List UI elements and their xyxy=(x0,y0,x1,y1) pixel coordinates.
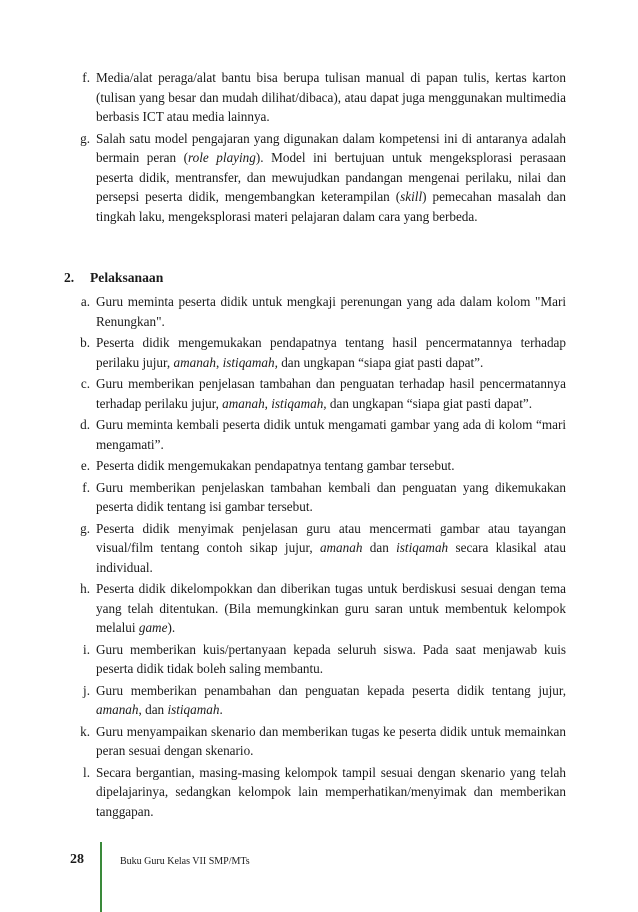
list-item xyxy=(80,579,566,638)
item-marker: f. xyxy=(82,479,90,495)
list-item xyxy=(82,478,566,517)
item-text: Guru menyampaikan skenario dan memberikan tugas ke peserta didik untuk memainkan peran sesuai dengan skenario. xyxy=(96,723,566,758)
list-item xyxy=(80,129,566,227)
list-item xyxy=(80,456,566,476)
procedure-list xyxy=(80,292,566,823)
item-marker: g. xyxy=(80,130,90,146)
item-text: Salah satu model pengajaran yang digunakan dalam kompetensi ini di antaranya adalah bermain peran (role playing). Model ini bertujuan untuk mengeksplorasi perasaan peserta didik, mentransfer, dan mewujudkan pandangan mengenai perilaku, nilai dan persepsi peserta didik, mengembangkan keterampilan (skill) pemecahan masalah dan tingkah laku, mengeksplorasi materi pelajaran dalam cara yang berbeda. xyxy=(96,130,566,224)
item-marker: b. xyxy=(80,335,90,350)
section-number: 2. xyxy=(64,270,75,285)
item-marker: j. xyxy=(83,682,90,698)
list-item xyxy=(80,333,566,372)
item-text: Guru memberikan penjelasan tambahan dan penguatan terhadap hasil pencermatannya terhadap perilaku jujur, amanah, istiqamah, dan ungkapan “siapa giat pasti dapat”. xyxy=(96,376,566,411)
list-item xyxy=(83,763,566,822)
item-text: Guru meminta peserta didik untuk mengkaji perenungan yang ada dalam kolom "Mari Renungkan". xyxy=(96,294,566,329)
item-marker: e. xyxy=(80,458,90,473)
item-text: Guru memberikan penambahan dan penguatan kepada peserta didik tentang jujur, amanah, dan istiqamah. xyxy=(96,682,566,717)
item-text: Peserta didik mengemukakan pendapatnya tentang hasil pencermatannya terhadap perilaku jujur, amanah, istiqamah, dan ungkapan “siapa giat pasti dapat”. xyxy=(96,335,566,370)
item-text: Guru meminta kembali peserta didik untuk mengamati gambar yang ada di kolom “mari mengamati”. xyxy=(96,417,566,452)
item-text: Media/alat peraga/alat bantu bisa berupa tulisan manual di papan tulis, kertas karton (tulisan yang besar dan mudah dilihat/dibaca), atau dapat juga menggunakan multimedia berbasis ICT atau media lainnya. xyxy=(96,70,566,124)
list-item xyxy=(83,681,566,720)
item-marker: i. xyxy=(83,641,90,657)
item-text: Peserta didik dikelompokkan dan diberikan tugas untuk berdiskusi sesuai dengan tema yang telah ditentukan. (Bila memungkinkan guru saran untuk membentuk kelompok melalui game). xyxy=(96,581,566,635)
item-marker: g. xyxy=(80,520,90,536)
item-text: Guru memberikan penjelaskan tambahan kembali dan penguatan yang dikemukakan peserta didik tentang isi gambar tersebut. xyxy=(96,479,566,514)
list-item xyxy=(82,68,566,127)
item-marker: f. xyxy=(82,70,90,85)
item-marker: h. xyxy=(80,581,90,596)
item-text: Peserta didik mengemukakan pendapatnya tentang gambar tersebut. xyxy=(96,458,455,473)
item-text: Guru memberikan kuis/pertanyaan kepada seluruh siswa. Pada saat menjawab kuis peserta didik tidak boleh saling membantu. xyxy=(96,641,566,676)
list-item xyxy=(80,722,566,761)
item-marker: d. xyxy=(80,417,90,432)
list-item xyxy=(83,640,566,679)
item-text: Peserta didik menyimak penjelasan guru atau mencermati gambar atau tayangan visual/film tentang contoh sikap jujur, amanah dan istiqamah secara klasikal atau individual. xyxy=(96,520,566,575)
section-heading xyxy=(64,270,163,286)
list-item xyxy=(80,415,566,454)
footer-divider xyxy=(100,842,102,912)
list-item xyxy=(80,292,566,331)
list-item xyxy=(80,374,566,413)
book-title: Buku Guru Kelas VII SMP/MTs xyxy=(120,856,250,867)
list-item xyxy=(80,519,566,578)
item-text: Secara bergantian, masing-masing kelompok tampil sesuai dengan skenario yang telah dipelajarinya, sedangkan kelompok lain memperhatikan/menyimak dan memberikan tanggapan. xyxy=(96,764,566,819)
continued-list xyxy=(80,68,566,228)
item-marker: l. xyxy=(83,764,90,780)
item-marker: k. xyxy=(80,723,90,739)
page-number: 28 xyxy=(70,852,84,867)
item-marker: c. xyxy=(80,376,90,391)
item-marker: a. xyxy=(80,294,90,309)
section-title: Pelaksanaan xyxy=(90,270,164,285)
